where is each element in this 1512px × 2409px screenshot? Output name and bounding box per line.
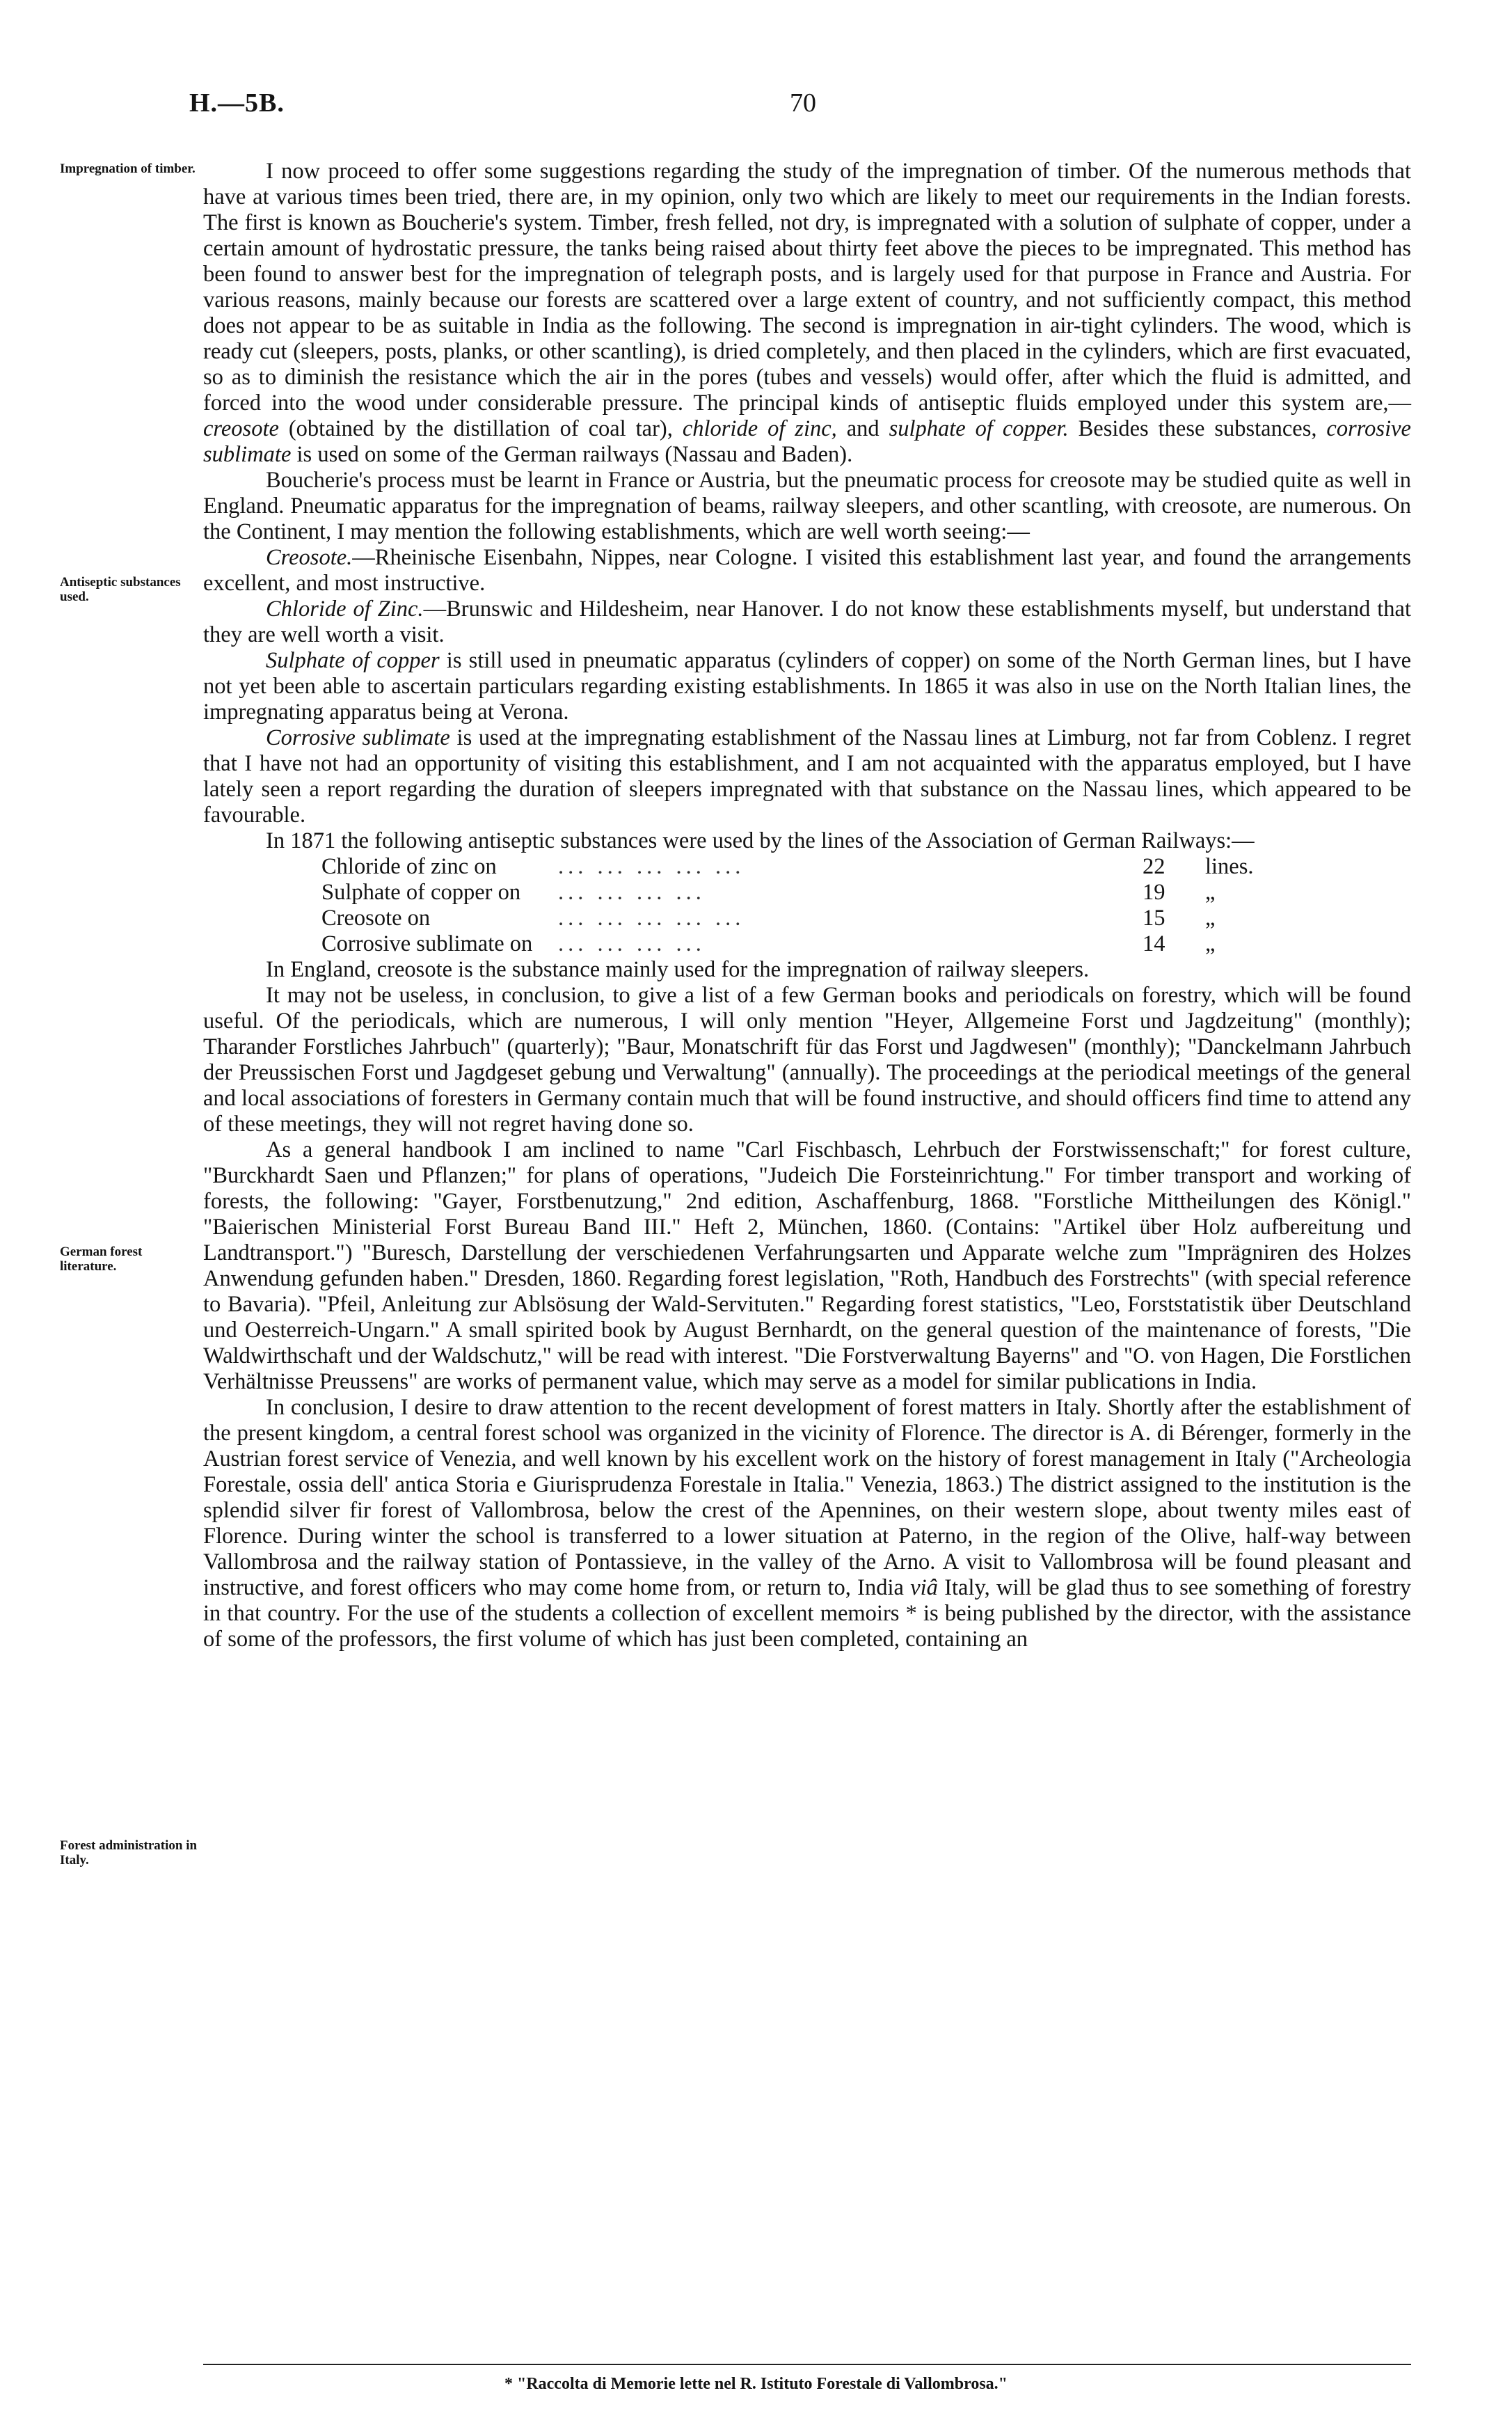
margin-note-impregnation: Impregnation of timber. [60,161,196,176]
footnote-divider [203,2364,1411,2365]
page-number: 70 [790,88,816,118]
table-row: Sulphate of copper on ... ... ... ... 19 „ [321,880,1216,905]
term-creosote: creosote [203,416,279,441]
substance-table [321,854,1282,957]
margin-note-antiseptic: Antiseptic substances used. [60,575,181,604]
footnote: * "Raccolta di Memorie lette nel R. Istituto Forestale di Vallombrosa." [504,2375,1008,2393]
term-sulphate-of-copper: sulphate of copper. [889,416,1069,441]
table-row: Creosote on ... ... ... ... ... 15 „ [321,906,1216,931]
paragraph-1871: In 1871 the following antiseptic substances were used by the lines of the Association of German Railways:— [266,828,1255,853]
paragraph-creosote: Creosote.—Rheinische Eisenbahn, Nippes, near Cologne. I visited this establishment last year, and found the arrangements excellent, and most instructive. [203,545,1411,596]
paragraph-corrosive: Corrosive sublimate is used at the impregnating establishment of the Nassau lines at Limburg, not far from Coblenz. I regret that I have not had an opportunity of visiting this establishment, and I am not acquainted with the apparatus employed, but I have lately seen a report regarding the duration of sleepers impregnated with that substance on the Nassau lines, which appeared to be favourable. [203,725,1411,828]
term-corrosive-sublimate: corrosive sublimate [203,416,1411,467]
main-text [203,159,1411,1652]
paragraph-impregnation: I now proceed to offer some suggestions regarding the study of the impregnation of timber. Of the numerous methods that have at various times been tried, there are, in my opinion, only two which are likely to meet our requirements in the Indian forests. The first is known as Boucherie's system. Timber, fresh felled, not dry, is impregnated with a solution of sulphate of copper, under a certain amount of hydrostatic pressure, the tanks being raised about thirty feet above the pieces to be impregnated. This method has been found to answer best for the impregnation of telegraph posts, and is largely used for that purpose in France and Austria. For various reasons, mainly because our forests are scattered over a large extent of country, and not sufficiently compact, this method does not appear to be as suitable in India as the following. The second is impregnation in air-tight cylinders. The wood, which is ready cut (sleepers, posts, planks, or other scantling), is dried completely, and then placed in the cylinders, which are first evacuated, so as to diminish the resistance which the air in the pores (tubes and vessels) would offer, after which the fluid is admitted, and forced into the wood under considerable pressure. The principal kinds of antiseptic fluids employed under this system are,— creosote (obtained by the distillation of coal tar), chloride of zinc, and sulphate of copper. Besides these substances, corrosive sublimate is used on some of the German railways (Nassau and Baden). [203,159,1411,467]
table-row: Chloride of zinc on ... ... ... ... ... 22 lines. [321,854,1254,879]
table-row: Corrosive sublimate on ... ... ... ... 14 „ [321,931,1216,956]
paragraph-chloride: Chloride of Zinc.—Brunswic and Hildesheim, near Hanover. I do not know these establishments myself, but understand that they are well worth a visit. [203,597,1411,647]
page-header [0,88,1512,129]
paragraph-sulphate: Sulphate of copper is still used in pneumatic apparatus (cylinders of copper) on some of the North German lines, but I have not yet been able to ascertain particulars regarding existing establishments. In 1865 it was also in use on the North Italian lines, the impregnating apparatus being at Verona. [203,648,1412,725]
paragraph-periodicals: It may not be useless, in conclusion, to give a list of a few German books and periodicals on forestry, which will be found useful. Of the periodicals, which are numerous, I will only mention "Heyer, Allgemeine Forst und Jagdzeitung" (monthly); Tharander Forstliches Jahrbuch" (quarterly); "Baur, Monatschrift für das Forst und Jagdwesen" (monthly); "Danckelmann Jahrbuch der Preussischen Forst und Jagdgeset gebung und Verwaltung" (annually). The proceedings at the periodical meetings of the general and local associations of foresters in Germany contain much that will be found instructive, and should officers find time to attend any of these meetings, they will not regret having done so. [203,983,1411,1137]
paragraph-italy: In conclusion, I desire to draw attention to the recent development of forest matters in Italy. Shortly after the establishment of the present kingdom, a central forest school was organized in the vicinity of Florence. The director is A. di Bérenger, formerly in the Austrian forest service of Venezia, and well known by his excellent work on the history of forest management in Italy ("Archeologia Forestale, ossia dell' antica Storia e Giurisprudenza Forestale in Italia." Venezia, 1863.) The district assigned to the institution is the splendid silver fir forest of Vallombrosa, below the crest of the Apennines, on their western slope, about twenty miles east of Florence. During winter the school is transferred to a lower situation at Paterno, in the region of the Olive, half-way between Vallombrosa and the railway station of Pontassieve, in the valley of the Arno. A visit to Vallombrosa will be found pleasant and instructive, and forest officers who may come home from, or return to, India viâ Italy, will be glad thus to see something of forestry in that country. For the use of the students a collection of excellent memoirs * is being published by the director, with the assistance of some of the professors, the first volume of which has just been completed, containing an [203,1395,1411,1652]
margin-note-german-literature: German forest literature. [60,1245,143,1274]
paragraph-england: In England, creosote is the substance mainly used for the impregnation of railway sleepers. [266,957,1090,982]
document-id: H.—5B. [189,88,285,118]
term-chloride-of-zinc: chloride of zinc, [682,416,837,441]
margin-note-forest-italy: Forest administration in Italy. [60,1838,198,1867]
paragraph-boucherie: Boucherie's process must be learnt in France or Austria, but the pneumatic process for creosote may be studied quite as well in England. Pneumatic apparatus for the impregnation of beams, railway sleepers, and other scantling, with creosote, are numerous. On the Continent, I may mention the following establishments, which are well worth seeing:— [203,468,1411,544]
paragraph-handbooks: As a general handbook I am inclined to name "Carl Fischbasch, Lehrbuch der Forstwissenschaft;" for forest culture, "Burckhardt Saen und Pflanzen;" for plans of operations, "Judeich Die Forsteinrichtung." For timber transport and working of forests, the following: "Gayer, Forstbenutzung," 2nd edition, Aschaffenburg, 1868. "Forstliche Mittheilungen des Königl." "Baierischen Ministerial Forst Bureau Band III." Heft 2, München, 1860. (Contains: "Artikel über Holz aufbereitung und Landtransport.") "Buresch, Darstellung der verschiedenen Verfahrungsarten und Apparate welche zum "Imprägniren des Holzes Anwendung gefunden haben." Dresden, 1860. Regarding forest legislation, "Roth, Handbuch des Forstrechts" (with special reference to Bavaria). "Pfeil, Anleitung zur Ablsösung der Wald-Servituten." Regarding forest statistics, "Leo, Forststatistik über Deutschland und Oesterreich-Ungarn." A small spirited book by August Bernhardt, on the general question of the maintenance of forests, "Die Waldwirthschaft und der Waldschutz," will be read with interest. "Die Forstverwaltung Bayerns" and "O. von Hagen, Die Forstlichen Verhältnisse Preussens" are works of permanent value, which may serve as a model for similar publications in India. [203,1137,1411,1394]
